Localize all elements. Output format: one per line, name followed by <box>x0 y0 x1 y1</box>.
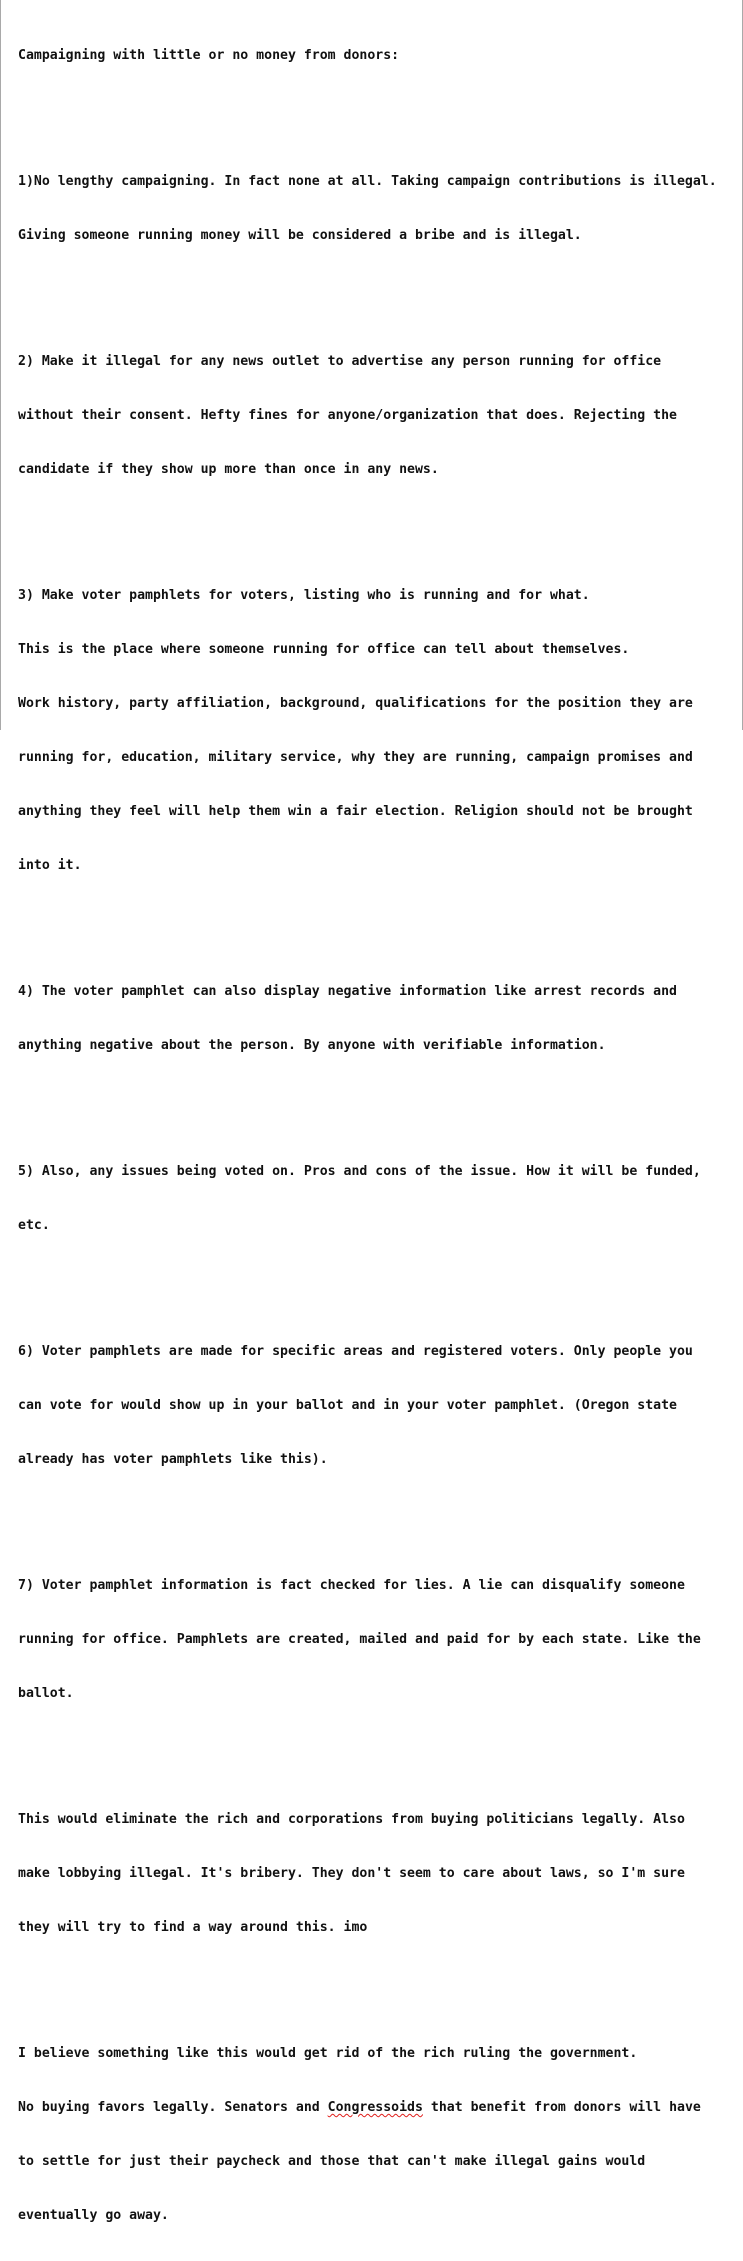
paragraph-3-line-1: 3) Make voter pamphlets for voters, listing who is running and for what. <box>18 588 590 603</box>
paragraph-3-line-2: This is the place where someone running for office can tell about themselves. <box>18 642 630 657</box>
paragraph-8-line-1: This would eliminate the rich and corporations from buying politicians legally. Also <box>18 1812 685 1827</box>
paragraph-6-line-1: 6) Voter pamphlets are made for specific areas and registered voters. Only people you <box>18 1344 693 1359</box>
paragraph-2-line-2: without their consent. Hefty fines for anyone/organization that does. Rejecting the <box>18 408 677 423</box>
line-text-segment: No buying favors legally. Senators and <box>18 2100 328 2115</box>
paragraph-2-line-3: candidate if they show up more than once in any news. <box>18 462 439 477</box>
paragraph-9-line-4: eventually go away. <box>18 2208 169 2223</box>
line-text-segment: that benefit from donors will have <box>422 2100 701 2115</box>
paragraph-1-line-1: 1)No lengthy campaigning. In fact none at all. Taking campaign contributions is illegal. <box>18 174 717 189</box>
paragraph-3-line-3: Work history, party affiliation, background, qualifications for the position they are <box>18 696 693 711</box>
paragraph-3-line-6: into it. <box>18 858 82 873</box>
blank-line <box>18 1505 740 1523</box>
paragraph-6-line-2: can vote for would show up in your ballot and in your voter pamphlet. (Oregon state <box>18 1398 677 1413</box>
paragraph-8-line-3: they will try to find a way around this. imo <box>18 1920 368 1935</box>
paragraph-4-line-1: 4) The voter pamphlet can also display negative information like arrest records and <box>18 984 677 999</box>
paragraph-3-line-4: running for, education, military service, why they are running, campaign promises and <box>18 750 693 765</box>
paragraph-4-line-2: anything negative about the person. By anyone with verifiable information. <box>18 1038 606 1053</box>
document-heading: Campaigning with little or no money from donors: <box>18 48 400 63</box>
paragraph-3-line-5: anything they feel will help them win a fair election. Religion should not be brought <box>18 804 693 819</box>
paragraph-2-line-1: 2) Make it illegal for any news outlet to advertise any person running for office <box>18 354 662 369</box>
blank-line <box>18 101 740 119</box>
paragraph-5-line-2: etc. <box>18 1218 50 1233</box>
paragraph-7-line-3: ballot. <box>18 1686 74 1701</box>
blank-line <box>18 1271 740 1289</box>
blank-line <box>18 1973 740 1991</box>
paragraph-9-line-2 <box>18 2099 740 2117</box>
blank-line <box>18 911 740 929</box>
paragraph-1-line-2: Giving someone running money will be considered a bribe and is illegal. <box>18 228 582 243</box>
paragraph-8-line-2: make lobbying illegal. It's bribery. They don't seem to care about laws, so I'm sure <box>18 1866 685 1881</box>
blank-line <box>18 515 740 533</box>
paragraph-5-line-1: 5) Also, any issues being voted on. Pros and cons of the issue. How it will be funded, <box>18 1164 701 1179</box>
blank-line <box>18 281 740 299</box>
paragraph-9-line-3: to settle for just their paycheck and those that can't make illegal gains would <box>18 2154 646 2169</box>
blank-line <box>18 1091 740 1109</box>
blank-line <box>18 1739 740 1757</box>
paragraph-7-line-1: 7) Voter pamphlet information is fact checked for lies. A lie can disqualify someone <box>18 1578 685 1593</box>
paragraph-7-line-2: running for office. Pamphlets are created, mailed and paid for by each state. Like the <box>18 1632 701 1647</box>
paragraph-6-line-3: already has voter pamphlets like this). <box>18 1452 328 1467</box>
misspelled-word[interactable]: Congressoids <box>327 2100 423 2115</box>
paragraph-9-line-1: I believe something like this would get rid of the rich ruling the government. <box>18 2046 638 2061</box>
document-text[interactable] <box>18 11 740 2261</box>
